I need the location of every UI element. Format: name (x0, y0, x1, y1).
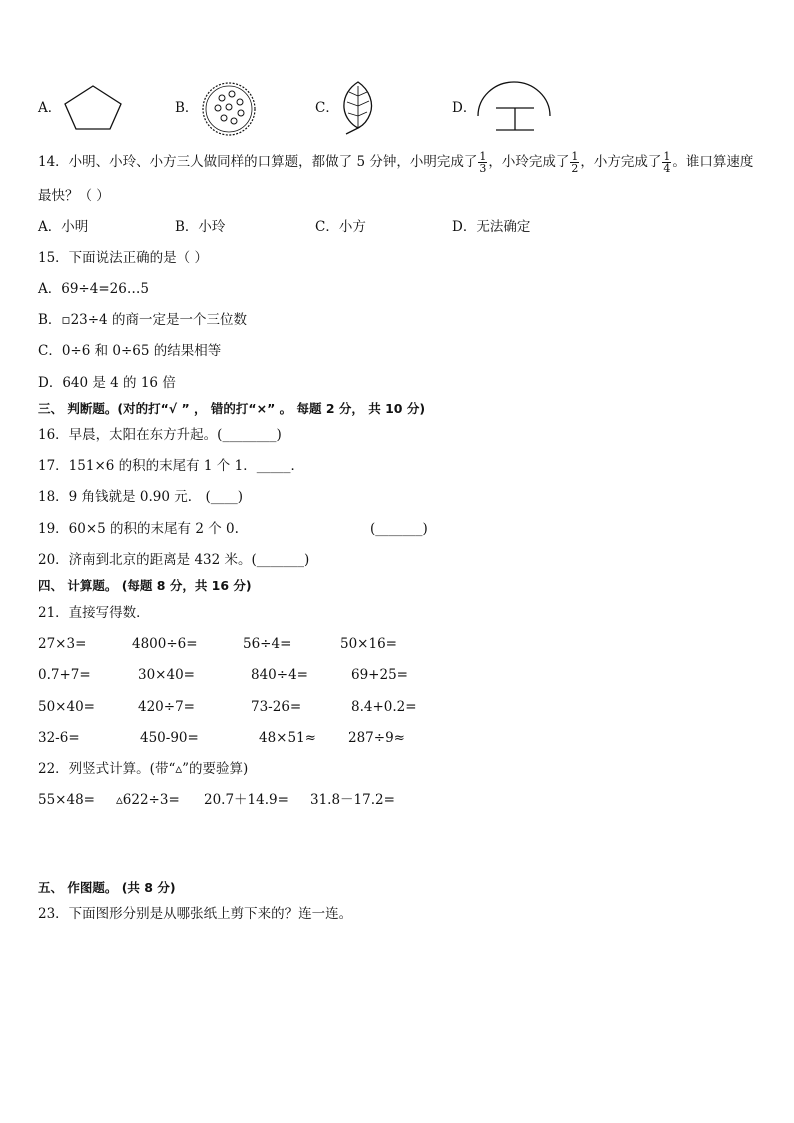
section3-header: 三、 判断题。(对的打“√ ” ， 错的打“×” 。 每题 2 分， 共 10 分) (38, 401, 426, 416)
q15-option-b: B．▫23÷4 的商一定是一个三位数 (38, 312, 247, 328)
q17: 17．151×6 的积的末尾有 1 个 1．_____． (38, 458, 304, 474)
q13-option-c-label: C． (315, 100, 339, 116)
q19-blank: (_______) (370, 521, 428, 537)
calc-r4-c2: 450-90= (140, 730, 199, 746)
calc-r1-c3: 56÷4= (243, 636, 292, 652)
q14-text-3: ，小方完成了 (580, 154, 662, 170)
fraction-one-quarter: $\frac{1}{4}$ (663, 150, 671, 175)
q15-option-d: D．640 是 4 的 16 倍 (38, 375, 176, 391)
calc-r2-c3: 840÷4= (251, 667, 308, 683)
q14-option-b: B．小玲 (175, 219, 226, 235)
q14-text-4: 。谁口算速度 (672, 154, 754, 170)
calc-r2-c1: 0.7+7= (38, 667, 91, 683)
calc-r4-c1: 32-6= (38, 730, 80, 746)
q14-option-d: D．无法确定 (452, 219, 531, 235)
calc-r3-c3: 73-26= (251, 699, 302, 715)
q22-item-4: 31.8－17.2= (310, 792, 395, 808)
q21-stem: 21．直接写得数． (38, 605, 150, 621)
calc-r1-c2: 4800÷6= (132, 636, 198, 652)
q14-option-c: C．小方 (315, 219, 366, 235)
semicircle-icon (476, 82, 552, 132)
q14-stem-line2: 最快？（ ） (38, 188, 110, 204)
calc-r1-c4: 50×16= (340, 636, 397, 652)
q18: 18．9 角钱就是 0.90 元． (____) (38, 489, 244, 505)
q22-item-2: ▵622÷3= (116, 792, 180, 808)
calc-r3-c4: 8.4+0.2= (351, 699, 417, 715)
calc-r3-c1: 50×40= (38, 699, 95, 715)
section5-header: 五、 作图题。 (共 8 分) (38, 880, 176, 895)
q20: 20．济南到北京的距离是 432 米。(_______) (38, 552, 310, 568)
q13-option-a-label: A． (38, 100, 62, 116)
q15-option-a: A．69÷4=26…5 (38, 281, 149, 297)
calc-r3-c2: 420÷7= (138, 699, 195, 715)
cookie-icon (200, 80, 260, 140)
q15-stem: 15．下面说法正确的是（ ） (38, 250, 208, 266)
section4-header: 四、 计算题。 (每题 8 分，共 16 分) (38, 578, 252, 593)
pentagon-icon (63, 84, 123, 130)
calc-r2-c4: 69+25= (351, 667, 408, 683)
q23-stem: 23．下面图形分别是从哪张纸上剪下来的？连一连。 (38, 906, 353, 922)
q13-option-d-label: D． (452, 100, 477, 116)
q22-item-1: 55×48= (38, 792, 95, 808)
q14-text-1: 14．小明、小玲、小方三人做同样的口算题，都做了 5 分钟，小明完成了 (38, 154, 478, 170)
q22-item-3: 20.7＋14.9= (204, 792, 289, 808)
q15-option-c: C．0÷6 和 0÷65 的结果相等 (38, 343, 222, 359)
leaf-icon (340, 80, 376, 136)
q14-stem (38, 150, 753, 174)
calc-r4-c3: 48×51≈ (259, 730, 316, 746)
fraction-one-half: $\frac{1}{2}$ (571, 150, 579, 175)
calc-r2-c2: 30×40= (138, 667, 195, 683)
q13-option-b-label: B． (175, 100, 199, 116)
calc-r4-c4: 287÷9≈ (348, 730, 405, 746)
q14-option-a: A．小明 (38, 219, 89, 235)
q19: 19．60×5 的积的末尾有 2 个 0. (38, 521, 239, 537)
q14-text-2: ，小玲完成了 (488, 154, 570, 170)
q16: 16．早晨，太阳在东方升起。(________) (38, 427, 282, 443)
q22-stem: 22．列竖式计算。(带“▵”的要验算) (38, 761, 249, 777)
fraction-one-third: $\frac{1}{3}$ (479, 150, 487, 175)
calc-r1-c1: 27×3= (38, 636, 87, 652)
